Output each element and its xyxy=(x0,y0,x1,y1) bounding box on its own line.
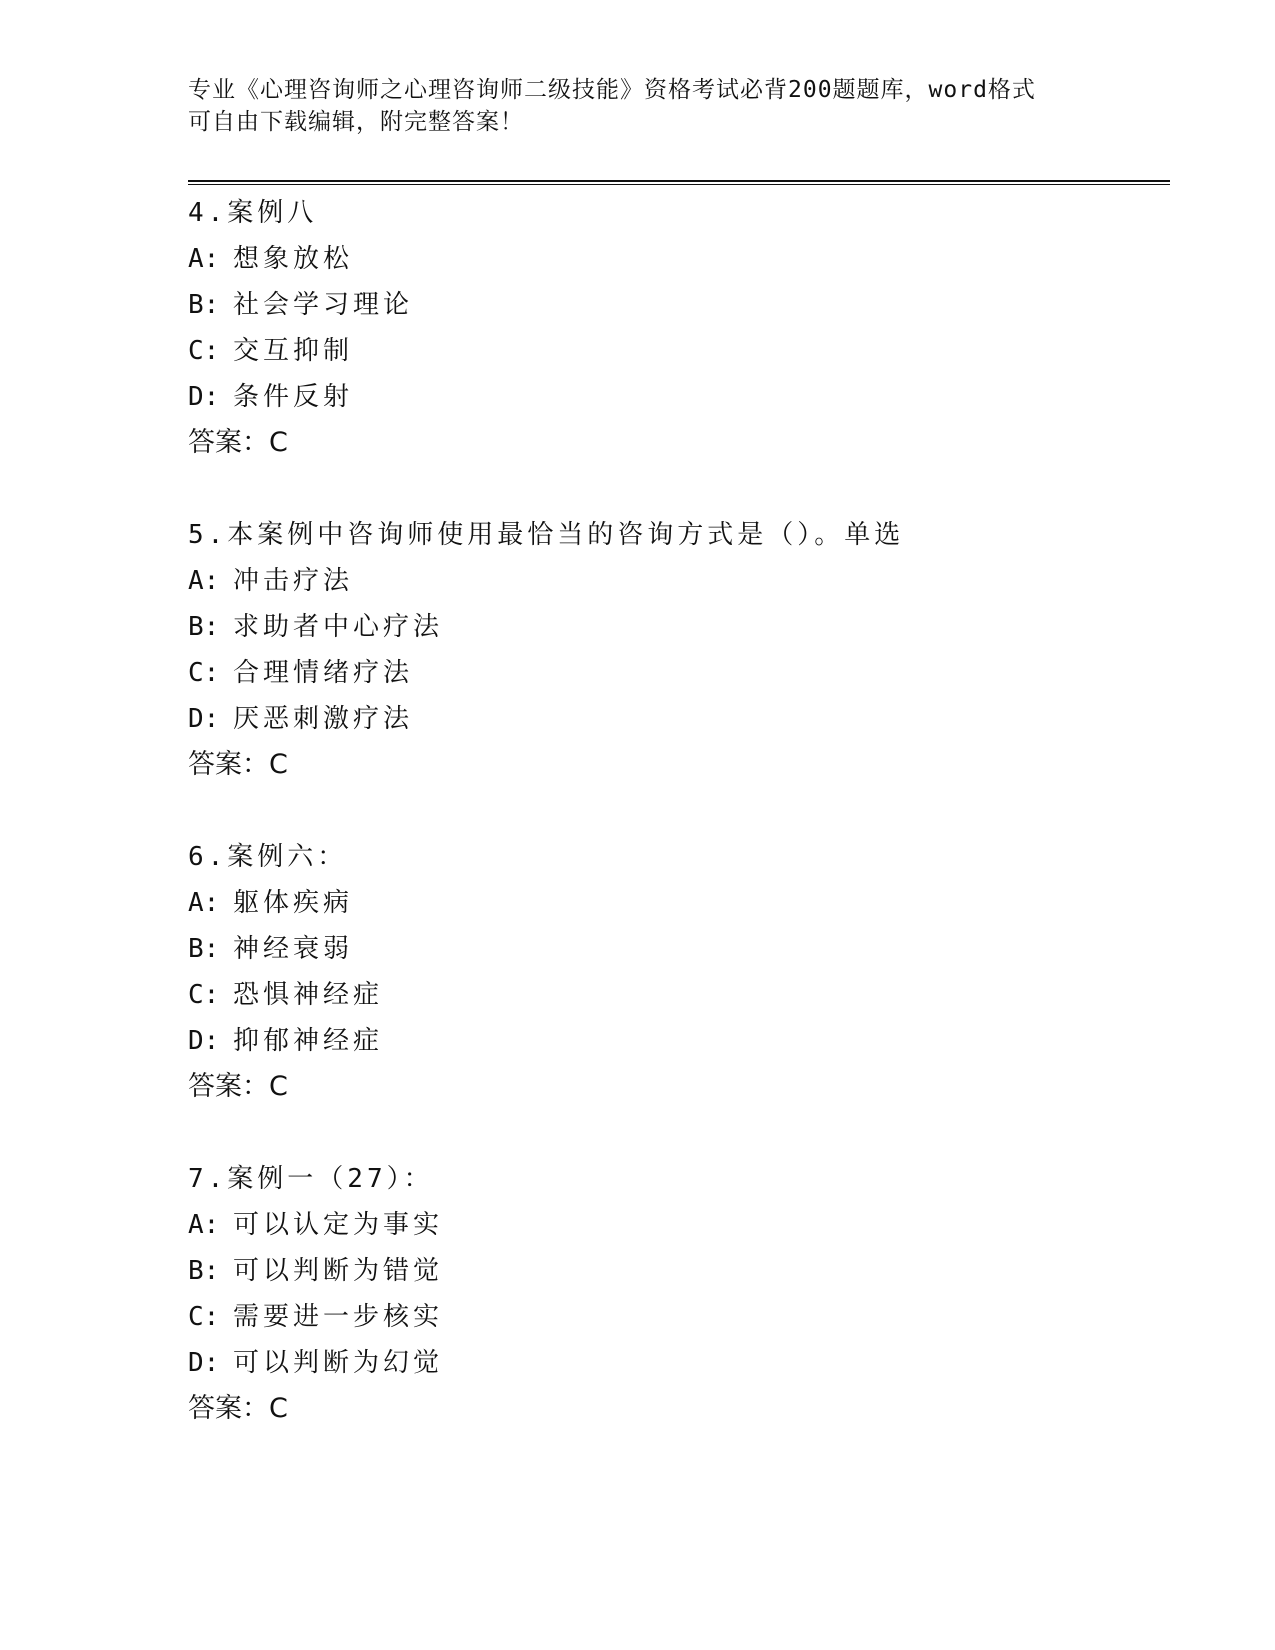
option-c xyxy=(188,1294,1148,1340)
option-letter: A: xyxy=(188,244,220,274)
document-header xyxy=(188,74,1088,138)
option-a xyxy=(188,558,1148,604)
option-letter: B: xyxy=(188,1256,220,1286)
option-b xyxy=(188,926,1148,972)
option-text: 社会学习理论 xyxy=(233,290,414,320)
option-letter: B: xyxy=(188,934,220,964)
answer-line: 答案：C xyxy=(188,749,288,780)
option-d xyxy=(188,374,1148,420)
answer-line: 答案：C xyxy=(188,1071,288,1102)
answer-line: 答案：C xyxy=(188,1393,288,1424)
question-title: 4.案例八 xyxy=(188,198,318,228)
option-a xyxy=(188,1202,1148,1248)
option-text: 抑郁神经症 xyxy=(233,1026,384,1056)
option-b xyxy=(188,604,1148,650)
header-divider-thick xyxy=(188,180,1170,182)
option-letter: D: xyxy=(188,704,220,734)
option-text: 条件反射 xyxy=(233,382,354,412)
option-letter: C: xyxy=(188,980,220,1010)
question-4 xyxy=(188,190,1148,466)
option-d xyxy=(188,696,1148,742)
option-text: 想象放松 xyxy=(233,244,354,274)
option-c xyxy=(188,650,1148,696)
option-text: 神经衰弱 xyxy=(233,934,354,964)
question-6 xyxy=(188,834,1148,1110)
question-list xyxy=(188,190,1148,1478)
option-letter: B: xyxy=(188,612,220,642)
question-title: 5.本案例中咨询师使用最恰当的咨询方式是（）。单选 xyxy=(188,520,905,550)
option-c xyxy=(188,328,1148,374)
option-letter: A: xyxy=(188,888,220,918)
answer-line: 答案：C xyxy=(188,427,288,458)
option-text: 恐惧神经症 xyxy=(233,980,384,1010)
option-text: 厌恶刺激疗法 xyxy=(233,704,414,734)
option-d xyxy=(188,1018,1148,1064)
option-text: 交互抑制 xyxy=(233,336,354,366)
option-text: 冲击疗法 xyxy=(233,566,354,596)
option-c xyxy=(188,972,1148,1018)
option-a xyxy=(188,236,1148,282)
option-text: 躯体疾病 xyxy=(233,888,354,918)
option-b xyxy=(188,282,1148,328)
option-a xyxy=(188,880,1148,926)
option-text: 可以判断为幻觉 xyxy=(233,1348,444,1378)
option-letter: C: xyxy=(188,336,220,366)
option-letter: A: xyxy=(188,566,220,596)
option-text: 可以认定为事实 xyxy=(233,1210,444,1240)
option-letter: D: xyxy=(188,1348,220,1378)
question-title: 7.案例一（27）： xyxy=(188,1164,434,1194)
header-line-2: 可自由下载编辑，附完整答案！ xyxy=(188,109,524,135)
option-letter: B: xyxy=(188,290,220,320)
option-letter: D: xyxy=(188,1026,220,1056)
header-divider-thin xyxy=(188,184,1170,185)
question-7 xyxy=(188,1156,1148,1432)
option-letter: C: xyxy=(188,658,220,688)
header-line-1: 专业《心理咨询师之心理咨询师二级技能》资格考试必背200题题库，word格式 xyxy=(188,77,1036,103)
option-text: 需要进一步核实 xyxy=(233,1302,444,1332)
option-b xyxy=(188,1248,1148,1294)
option-text: 求助者中心疗法 xyxy=(233,612,444,642)
option-d xyxy=(188,1340,1148,1386)
option-letter: D: xyxy=(188,382,220,412)
option-text: 合理情绪疗法 xyxy=(233,658,414,688)
question-5 xyxy=(188,512,1148,788)
option-letter: C: xyxy=(188,1302,220,1332)
question-title: 6.案例六： xyxy=(188,842,348,872)
option-text: 可以判断为错觉 xyxy=(233,1256,444,1286)
option-letter: A: xyxy=(188,1210,220,1240)
